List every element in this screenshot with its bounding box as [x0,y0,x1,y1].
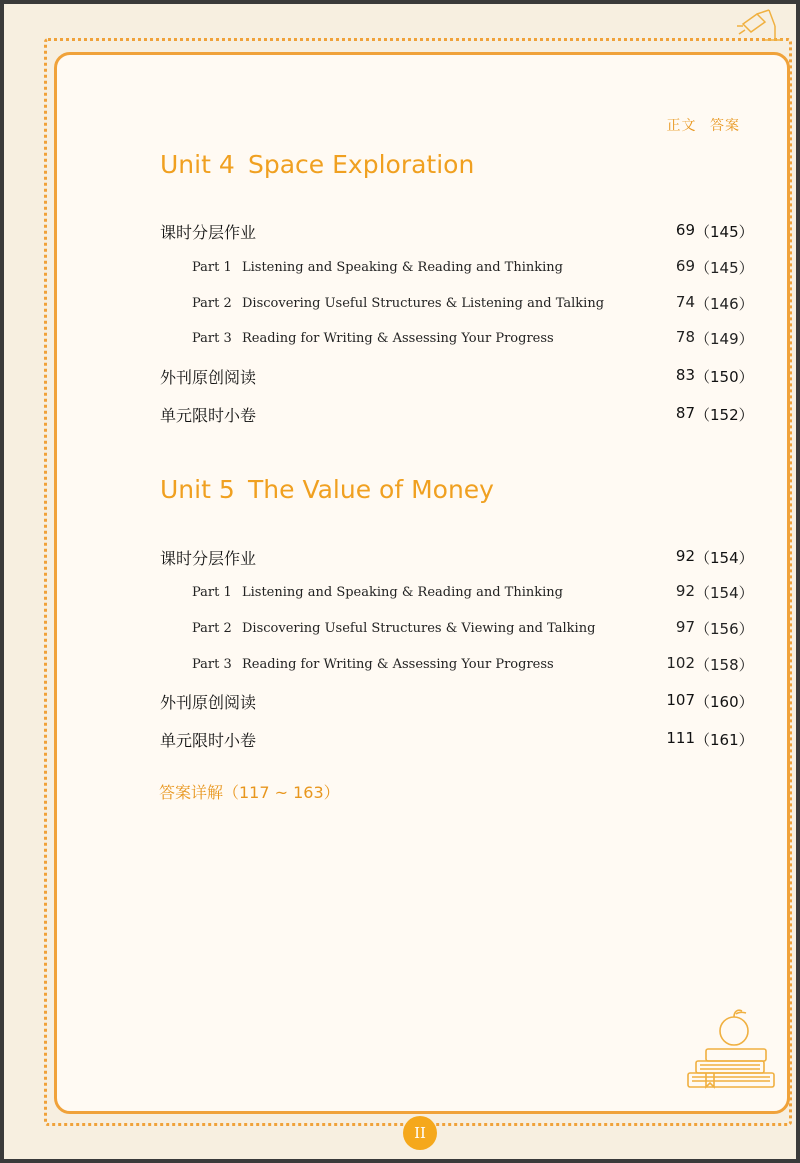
toc-row-answer-page: （145） [695,222,754,241]
toc-subrow-part: Part 1 [192,584,232,600]
unit-name: Space Exploration [248,150,475,179]
toc-subrow-part: Part 3 [192,330,232,346]
toc-row-page: 107 [666,690,695,709]
books-apple-icon [684,1005,779,1100]
toc-row-page: 83 [675,365,695,384]
toc-subrow-title: Discovering Useful Structures & Viewing and Talking [242,620,596,636]
toc-row-answer-page: （158） [695,655,754,674]
desk-lamp-icon [735,6,785,46]
toc-row-title: 外刊原创阅读 [160,367,257,387]
toc-row-answer-page: （154） [695,548,754,567]
toc-row-answer-page: （150） [695,367,754,386]
toc-row-page: 92 [675,581,695,600]
toc-subrow[interactable] [192,580,754,604]
toc-subrow[interactable] [192,326,754,350]
toc-row-page: 102 [666,653,695,672]
toc-row-answer-page: （160） [695,692,754,711]
toc-row[interactable] [160,402,754,426]
toc-row-title: 课时分层作业 [160,222,257,242]
toc-subrow-title: Reading for Writing & Assessing Your Progress [242,656,554,672]
toc-subrow-part: Part 2 [192,295,232,311]
toc-row-answer-page: （161） [695,730,754,749]
toc-row-page: 111 [666,728,695,747]
legend [659,115,740,135]
toc-row[interactable] [160,689,754,713]
unit-name: The Value of Money [248,475,494,504]
toc-subrow[interactable] [192,255,754,279]
toc-row-page: 74 [675,292,695,311]
toc-row-page: 87 [675,403,695,422]
unit-title [160,150,474,179]
toc-row-title: 课时分层作业 [160,548,257,568]
toc-row-page: 69 [675,220,695,239]
toc-row[interactable] [160,545,754,569]
toc-row-page: 92 [675,546,695,565]
toc-subrow[interactable] [192,616,754,640]
toc-subrow-part: Part 1 [192,259,232,275]
toc-row-page: 78 [675,327,695,346]
toc-row-title: 单元限时小卷 [160,730,257,750]
toc-subrow-part: Part 3 [192,656,232,672]
toc-subrow-title: Listening and Speaking & Reading and Thinking [242,584,563,600]
toc-row-answer-page: （152） [695,405,754,424]
unit-title [160,475,494,504]
unit-number: Unit 5 [160,475,235,504]
answers-section-link[interactable]: 答案详解（117 ~ 163） [159,783,340,802]
toc-subrow-part: Part 2 [192,620,232,636]
toc-row-answer-page: （154） [695,583,754,602]
toc-subrow[interactable] [192,291,754,315]
toc-row-answer-page: （149） [695,329,754,348]
legend-answer-label: 答案 [710,118,740,134]
toc-subrow-title: Reading for Writing & Assessing Your Progress [242,330,554,346]
toc-row[interactable] [160,219,754,243]
toc-row-answer-page: （156） [695,619,754,638]
legend-text-label: 正文 [666,118,697,134]
toc-row[interactable] [160,364,754,388]
unit-number: Unit 4 [160,150,235,179]
toc-subrow-title: Listening and Speaking & Reading and Thinking [242,259,563,275]
toc-row-answer-page: （145） [695,258,754,277]
toc-subrow-title: Discovering Useful Structures & Listening and Talking [242,295,605,311]
page-number-badge: II [403,1116,437,1150]
toc-row-title: 外刊原创阅读 [160,692,257,712]
toc-row-title: 单元限时小卷 [160,405,257,425]
toc-row[interactable] [160,727,754,751]
toc-subrow[interactable] [192,652,754,676]
toc-row-page: 97 [675,617,695,636]
toc-row-answer-page: （146） [695,294,754,313]
toc-row-page: 69 [675,256,695,275]
